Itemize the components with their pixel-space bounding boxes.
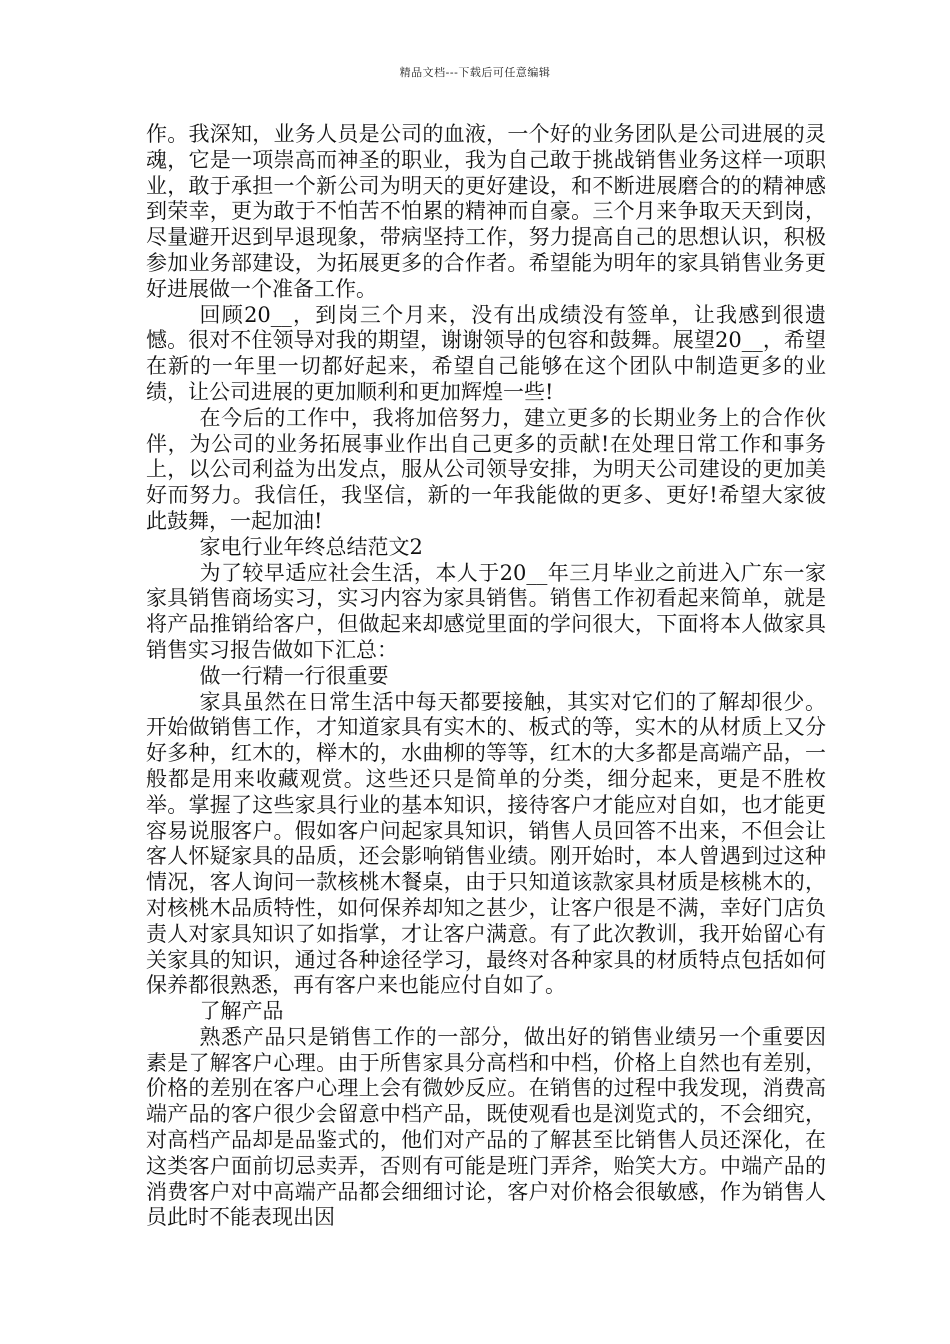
section-heading: 了解产品 <box>199 999 284 1024</box>
document-body <box>146 122 826 1231</box>
paragraph: 为了较早适应社会生活，本人于20__年三月毕业之前进入广东一家家具销售商场实习，实习内容为家具销售。销售工作初看起来简单，就是将产品推销给客户，但做起来却感觉里面的学问很大，下面将本人做家具销售实习报告做如下汇总： <box>146 560 826 662</box>
paragraph: 在今后的工作中，我将加倍努力，建立更多的长期业务上的合作伙伴，为公司的业务拓展事业作出自己更多的贡献!在处理日常工作和事务上，以公司利益为出发点，服从公司领导安排，为明天公司建设的更加美好而努力。我信任，我坚信，新的一年我能做的更多、更好!希望大家彼此鼓舞，一起加油! <box>146 405 826 533</box>
paragraph: 家具虽然在日常生活中每天都要接触，其实对它们的了解却很少。开始做销售工作，才知道家具有实木的、板式的等，实木的从材质上又分好多种，红木的，榉木的，水曲柳的等等，红木的大多都是高端产品，一般都是用来收藏观赏。这些还只是简单的分类，细分起来，更是不胜枚举。掌握了这些家具行业的基本知识，接待客户才能应对自如，也才能更容易说服客户。假如客户问起家具知识，销售人员回答不出来，不但会让客人怀疑家具的品质，还会影响销售业绩。刚开始时，本人曾遇到过这种情况，客人询问一款核桃木餐桌，由于只知道该款家具材质是核桃木的，对核桃木品质特性，如何保养却知之甚少，让客户很是不满，幸好门店负责人对家具知识了如指掌，才让客户满意。有了此次教训，我开始留心有关家具的知识，通过各种途径学习，最终对各种家具的材质特点包括如何保养都很熟悉，再有客户来也能应付自如了。 <box>146 689 826 998</box>
paragraph: 回顾20__，到岗三个月来，没有出成绩没有签单，让我感到很遗憾。很对不住领导对我的期望，谢谢领导的包容和鼓舞。展望20__，希望在新的一年里一切都好起来，希望自己能够在这个团队中制造更多的业绩，让公司进展的更加顺利和更加辉煌一些! <box>146 302 826 404</box>
section-heading: 家电行业年终总结范文2 <box>199 534 423 559</box>
section-heading: 做一行精一行很重要 <box>199 663 389 688</box>
paragraph: 熟悉产品只是销售工作的一部分，做出好的销售业绩另一个重要因素是了解客户心理。由于所售家具分高档和中档，价格上自然也有差别，价格的差别在客户心理上会有微妙反应。在销售的过程中我发现，消费高端产品的客户很少会留意中档产品，既使观看也是浏览式的，不会细究，对高档产品却是品鉴式的，他们对产品的了解甚至比销售人员还深化，在这类客户面前切忌卖弄，否则有可能是班门弄斧，贻笑大方。中端产品的消费客户对中高端产品都会细细讨论，客户对价格会很敏感，作为销售人员此时不能表现出因 <box>146 1024 826 1230</box>
paragraph-continuation: 作。我深知，业务人员是公司的血液，一个好的业务团队是公司进展的灵魂，它是一项崇高而神圣的职业，我为自己敢于挑战销售业务这样一项职业，敢于承担一个新公司为明天的更好建设，和不断进展磨合的的精神感到荣幸，更为敢于不怕苦不怕累的精神而自豪。三个月来争取天天到岗，尽量避开迟到早退现象，带病坚持工作，努力提高自己的思想认识，积极参加业务部建设，为拓展更多的合作者。希望能为明年的家具销售业务更好进展做一个准备工作。 <box>146 122 826 301</box>
page-header: 精品文档---下载后可任意编辑 <box>399 66 551 79</box>
